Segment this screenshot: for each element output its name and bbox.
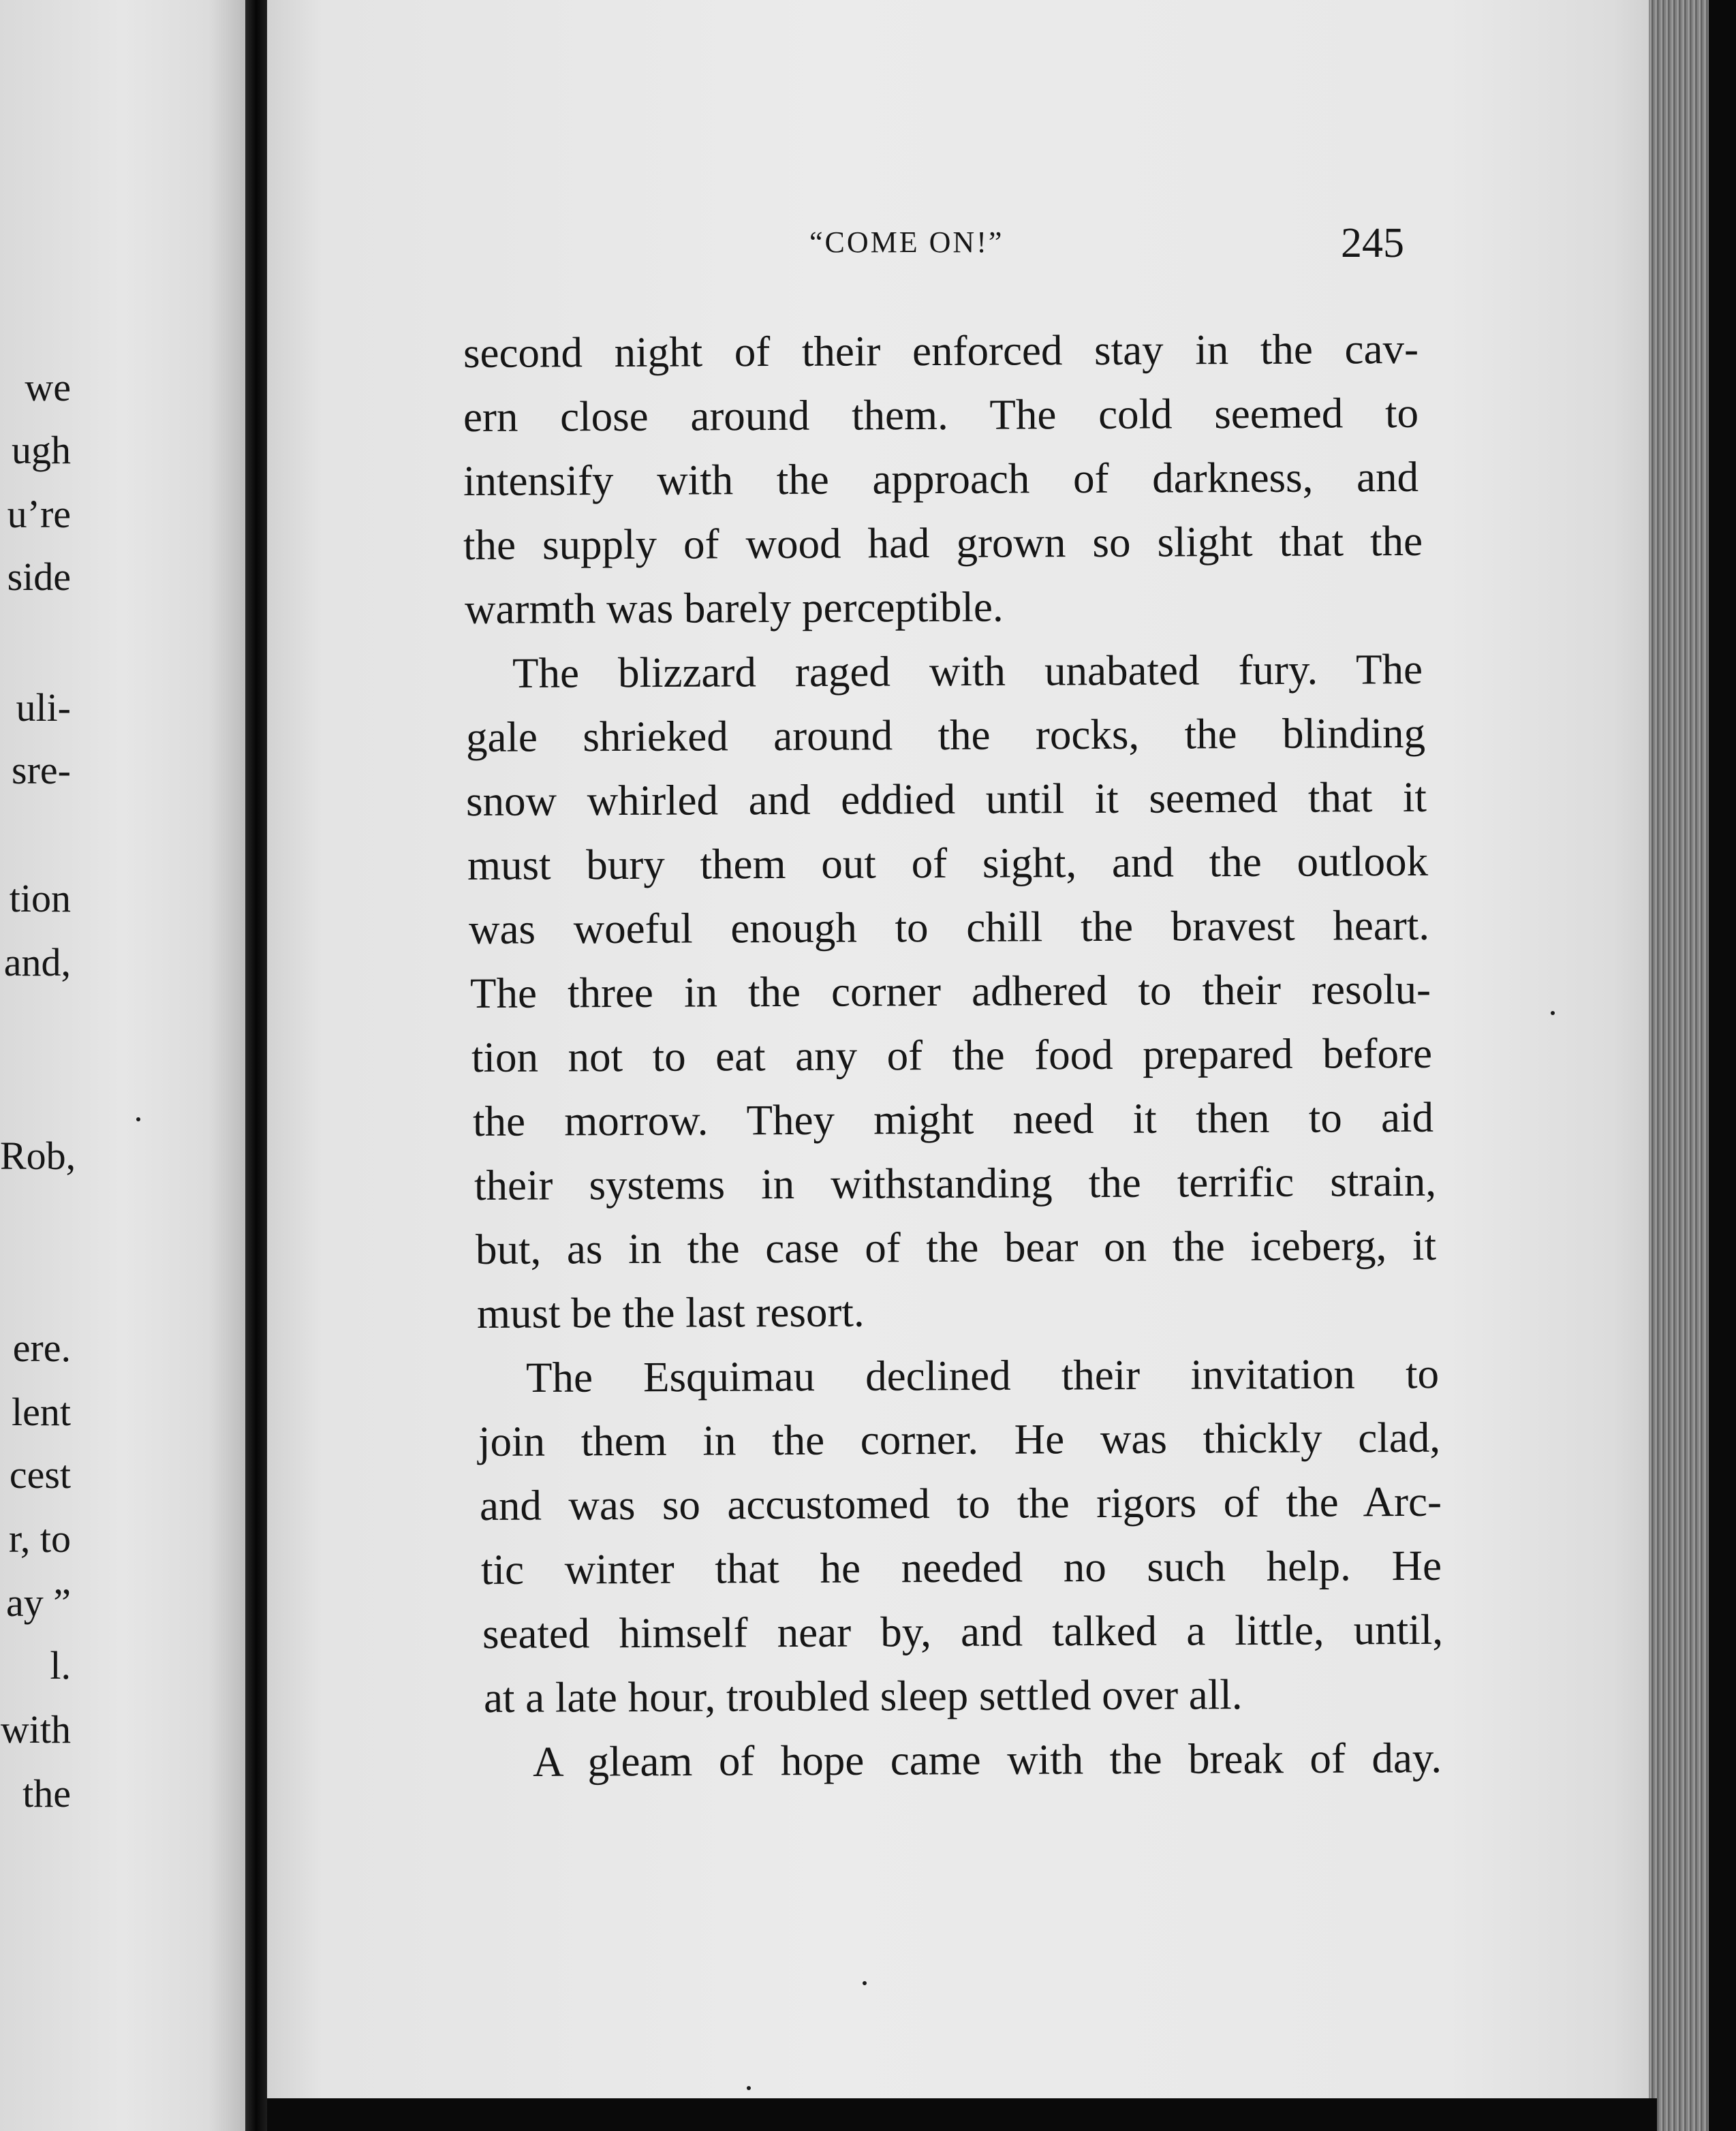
text-line: join them in the corner. He was thickly clad, xyxy=(478,1413,1441,1465)
left-fragment: ugh xyxy=(12,428,71,472)
running-head: “COME ON!” xyxy=(809,225,1004,259)
text-line: The Esquimau declined their invitation to xyxy=(525,1350,1440,1401)
text-line: must bury them out of sight, and the outlook xyxy=(467,837,1429,889)
left-fragment: tion xyxy=(9,876,71,920)
text-line: intensify with the approach of darkness, and xyxy=(463,452,1419,505)
book-gutter xyxy=(245,0,267,2131)
text-line: must be the last resort. xyxy=(476,1288,865,1337)
scan-speck xyxy=(863,1981,867,1985)
left-fragment: ere. xyxy=(12,1326,71,1370)
left-fragment: side xyxy=(7,555,71,599)
left-fragment: and, xyxy=(3,940,71,984)
text-line: gale shrieked around the rocks, the blinding xyxy=(465,709,1426,761)
text-line: was woeful enough to chill the bravest heart. xyxy=(468,901,1430,953)
left-fragment: we xyxy=(25,365,71,409)
text-line: snow whirled and eddied until it seemed that it xyxy=(465,773,1427,825)
text-line: The blizzard raged with unabated fury. The xyxy=(512,645,1423,697)
text-line: A gleam of hope came with the break of day. xyxy=(532,1734,1442,1786)
text-line: their systems in withstanding the terrific strain, xyxy=(474,1157,1437,1209)
text-line: and was so accustomed to the rigors of the Arc- xyxy=(479,1477,1442,1529)
text-line: second night of their enforced stay in the cav- xyxy=(463,324,1419,377)
scan-speck xyxy=(136,1117,140,1121)
text-line: the supply of wood had grown so slight that the xyxy=(463,516,1423,569)
text-line: but, as in the case of the bear on the iceberg, it xyxy=(475,1221,1437,1273)
left-fragment: the xyxy=(22,1771,71,1816)
text-line: at a late hour, troubled sleep settled over all. xyxy=(483,1670,1243,1722)
text-line: warmth was barely perceptible. xyxy=(464,582,1004,633)
left-fragment: lent xyxy=(12,1390,71,1434)
scan-speck xyxy=(747,2086,751,2090)
left-fragment: u’re xyxy=(7,492,71,536)
page-edges xyxy=(1649,0,1736,2131)
text-line: The three in the corner adhered to their resolu- xyxy=(469,965,1431,1017)
text-line: the morrow. They might need it then to aid xyxy=(472,1093,1434,1145)
text-line: tion not to eat any of the food prepared before xyxy=(471,1029,1433,1081)
page-number: 245 xyxy=(1341,220,1404,266)
previous-page-edge xyxy=(0,0,245,2131)
text-line: seated himself near by, and talked a little, until, xyxy=(482,1605,1444,1658)
left-fragment: uli- xyxy=(16,685,71,730)
left-fragment: ay ” xyxy=(6,1581,71,1625)
bottom-shadow xyxy=(267,2098,1657,2131)
left-fragment: sre- xyxy=(12,748,71,792)
text-line: ern close around them. The cold seemed to xyxy=(463,388,1419,441)
left-fragment: with xyxy=(0,1707,71,1752)
left-fragment: r, to xyxy=(8,1516,71,1561)
left-fragment: Rob, xyxy=(0,1134,76,1178)
left-fragment: cest xyxy=(9,1452,71,1497)
text-line: tic winter that he needed no such help. He xyxy=(480,1541,1442,1593)
left-fragment: l. xyxy=(50,1643,71,1687)
scan-speck xyxy=(1551,1011,1555,1015)
